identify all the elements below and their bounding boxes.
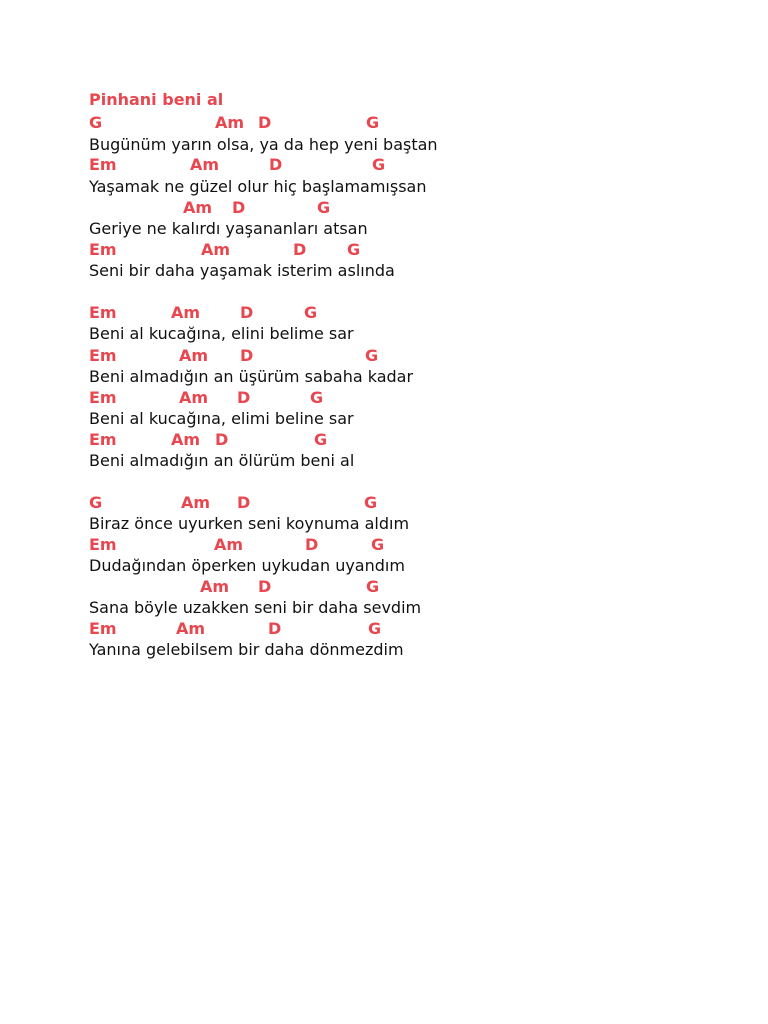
chord: Am bbox=[214, 535, 244, 554]
lyric-line: Yaşamak ne güzel olur hiç başlamamışsan bbox=[89, 177, 427, 196]
chord: D bbox=[258, 113, 272, 132]
lyric-line: Sana böyle uzakken seni bir daha sevdim bbox=[89, 598, 422, 617]
chord: Em bbox=[89, 155, 117, 174]
chord: D bbox=[237, 388, 251, 407]
chord: Am bbox=[181, 493, 211, 512]
lyric-line: Bugünüm yarın olsa, ya da hep yeni baştan bbox=[89, 135, 438, 154]
chord: D bbox=[258, 577, 272, 596]
lyric-line: Beni al kucağına, elini belime sar bbox=[89, 324, 354, 343]
chord: D bbox=[269, 155, 283, 174]
chord: G bbox=[310, 388, 324, 407]
chord: Am bbox=[183, 198, 213, 217]
lyric-line: Beni almadığın an ölürüm beni al bbox=[89, 451, 355, 470]
chord: G bbox=[364, 493, 378, 512]
song-title: Pinhani beni al bbox=[89, 90, 224, 109]
chord: Em bbox=[89, 430, 117, 449]
chord: G bbox=[89, 113, 103, 132]
lyric-line: Beni al kucağına, elimi beline sar bbox=[89, 409, 354, 428]
chord: D bbox=[215, 430, 229, 449]
chord: G bbox=[368, 619, 382, 638]
chord: Em bbox=[89, 240, 117, 259]
chord: D bbox=[293, 240, 307, 259]
chord: G bbox=[89, 493, 103, 512]
chord: Em bbox=[89, 535, 117, 554]
chord: D bbox=[232, 198, 246, 217]
chord: Am bbox=[200, 577, 230, 596]
chord: D bbox=[240, 303, 254, 322]
chord: G bbox=[371, 535, 385, 554]
chord: G bbox=[366, 577, 380, 596]
lyric-line: Geriye ne kalırdı yaşananları atsan bbox=[89, 219, 368, 238]
chord: D bbox=[240, 346, 254, 365]
chord: G bbox=[365, 346, 379, 365]
chord: G bbox=[317, 198, 331, 217]
lyric-line: Biraz önce uyurken seni koynuma aldım bbox=[89, 514, 410, 533]
chord: Am bbox=[171, 430, 201, 449]
chord: Am bbox=[171, 303, 201, 322]
chord: D bbox=[268, 619, 282, 638]
lyric-line: Dudağından öperken uykudan uyandım bbox=[89, 556, 405, 575]
chord: G bbox=[347, 240, 361, 259]
chord: G bbox=[314, 430, 328, 449]
chord: G bbox=[304, 303, 318, 322]
lyric-line: Seni bir daha yaşamak isterim aslında bbox=[89, 261, 395, 280]
chord: Em bbox=[89, 388, 117, 407]
chord: G bbox=[372, 155, 386, 174]
chord: Am bbox=[190, 155, 220, 174]
chord: Em bbox=[89, 346, 117, 365]
chord: D bbox=[305, 535, 319, 554]
chord: Am bbox=[215, 113, 245, 132]
lyric-line: Yanına gelebilsem bir daha dönmezdim bbox=[89, 640, 404, 659]
chord: Am bbox=[176, 619, 206, 638]
chord: Am bbox=[201, 240, 231, 259]
chord: G bbox=[366, 113, 380, 132]
lyric-line: Beni almadığın an üşürüm sabaha kadar bbox=[89, 367, 414, 386]
chord: D bbox=[237, 493, 251, 512]
chord: Em bbox=[89, 303, 117, 322]
chord: Am bbox=[179, 388, 209, 407]
chord: Am bbox=[179, 346, 209, 365]
chord: Em bbox=[89, 619, 117, 638]
